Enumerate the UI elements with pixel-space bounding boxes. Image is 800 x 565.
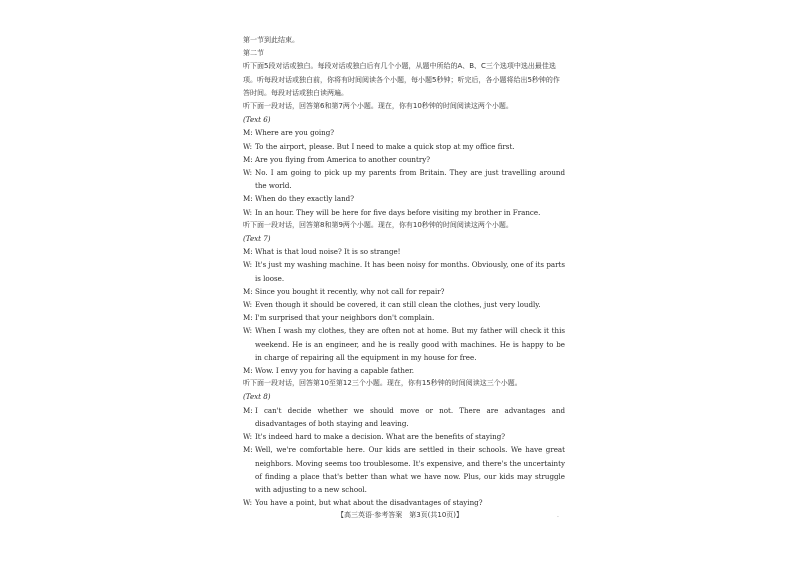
speaker-label: M: bbox=[243, 366, 253, 376]
text7-label: (Text 7) bbox=[243, 234, 271, 244]
dialogue-turn bbox=[243, 298, 565, 311]
speaker-label: W: bbox=[243, 498, 253, 508]
corner-mark: . bbox=[557, 512, 559, 519]
speaker-label: W: bbox=[243, 300, 253, 310]
utterance-text: Are you flying from America to another country? bbox=[255, 154, 431, 164]
speaker-label: W: bbox=[243, 168, 253, 178]
utterance-text: In an hour. They will be here for five days before visiting my brother in France. bbox=[255, 207, 541, 217]
text7-dialogue bbox=[243, 245, 565, 377]
utterance-text: Where are you going? bbox=[255, 128, 335, 138]
text8-dialogue bbox=[243, 404, 565, 510]
instructions: 听下面5段对话或独白。每段对话或独白后有几个小题，从题中所给的A、B、C三个选项中选出最佳选项。听每段对话或独白前，你将有时间阅读各个小题，每小题5秒钟；听完后，各小题将给出5秒钟的作答时间。每段对话或独白读两遍。 bbox=[243, 62, 560, 97]
dialogue-turn bbox=[243, 153, 565, 166]
page-footer: 【高三英语·参考答案 第3页(共10页)】 bbox=[336, 511, 464, 519]
speaker-label: W: bbox=[243, 141, 253, 151]
section-heading: 第二节 bbox=[243, 49, 264, 58]
dialogue-turn bbox=[243, 443, 565, 496]
utterance-text: Well, we're comfortable here. Our kids are settled in their schools. We have great neighbors. Moving seems too troublesome. It's expensive, and there's the uncertainty of finding a place that's better than what we have now. Plus, our kids may struggle with adjusting to a new school. bbox=[255, 445, 565, 494]
speaker-label: M: bbox=[243, 313, 253, 323]
speaker-label: M: bbox=[243, 128, 253, 138]
speaker-label: W: bbox=[243, 326, 253, 336]
text8-prompt: 听下面一段对话，回答第10至第12三个小题。现在，你有15秒钟的时间阅读这三个小题。 bbox=[243, 379, 522, 388]
utterance-text: It's indeed hard to make a decision. What are the benefits of staying? bbox=[255, 432, 506, 442]
utterance-text: No. I am going to pick up my parents from Britain. They are just travelling around the world. bbox=[255, 168, 565, 191]
utterance-text: It's just my washing machine. It has been noisy for months. Obviously, one of its parts is loose. bbox=[255, 260, 565, 283]
utterance-text: I can't decide whether we should move or not. There are advantages and disadvantages of both staying and leaving. bbox=[255, 405, 565, 428]
speaker-label: W: bbox=[243, 260, 253, 270]
speaker-label: W: bbox=[243, 207, 253, 217]
utterance-text: Wow. I envy you for having a capable father. bbox=[255, 366, 415, 376]
dialogue-turn bbox=[243, 166, 565, 192]
text6-prompt: 听下面一段对话，回答第6和第7两个小题。现在，你有10秒钟的时间阅读这两个小题。 bbox=[243, 102, 513, 111]
dialogue-turn bbox=[243, 364, 565, 377]
utterance-text: Since you bought it recently, why not call for repair? bbox=[255, 286, 445, 296]
speaker-label: M: bbox=[243, 405, 253, 415]
dialogue-turn bbox=[243, 404, 565, 430]
dialogue-turn bbox=[243, 311, 565, 324]
document-body bbox=[243, 34, 565, 509]
text7-prompt: 听下面一段对话，回答第8和第9两个小题。现在，你有10秒钟的时间阅读这两个小题。 bbox=[243, 220, 513, 229]
utterance-text: When do they exactly land? bbox=[255, 194, 355, 204]
speaker-label: M: bbox=[243, 154, 253, 164]
text6-label: (Text 6) bbox=[243, 115, 271, 125]
speaker-label: M: bbox=[243, 247, 253, 257]
speaker-label: W: bbox=[243, 432, 253, 442]
dialogue-turn bbox=[243, 324, 565, 364]
utterance-text: Even though it should be covered, it can still clean the clothes, just very loudly. bbox=[255, 300, 541, 310]
dialogue-turn bbox=[243, 430, 565, 443]
dialogue-turn bbox=[243, 285, 565, 298]
section-end-note: 第一节到此结束。 bbox=[243, 36, 299, 44]
dialogue-turn bbox=[243, 126, 565, 139]
dialogue-turn bbox=[243, 258, 565, 284]
speaker-label: M: bbox=[243, 445, 253, 455]
speaker-label: M: bbox=[243, 194, 253, 204]
dialogue-turn bbox=[243, 140, 565, 153]
text8-label: (Text 8) bbox=[243, 392, 271, 402]
utterance-text: To the airport, please. But I need to make a quick stop at my office first. bbox=[255, 141, 515, 151]
utterance-text: When I wash my clothes, they are often not at home. But my father will check it this weekend. He is an engineer, and he is really good with machines. He is happy to be in charge of repairing all the equipment in my house for free. bbox=[255, 326, 565, 362]
text6-dialogue bbox=[243, 126, 565, 218]
dialogue-turn bbox=[243, 496, 565, 509]
utterance-text: What is that loud noise? It is so strange! bbox=[255, 247, 401, 257]
utterance-text: You have a point, but what about the disadvantages of staying? bbox=[255, 498, 483, 508]
speaker-label: M: bbox=[243, 286, 253, 296]
dialogue-turn bbox=[243, 245, 565, 258]
dialogue-turn bbox=[243, 206, 565, 219]
utterance-text: I'm surprised that your neighbors don't complain. bbox=[255, 313, 435, 323]
dialogue-turn bbox=[243, 192, 565, 205]
